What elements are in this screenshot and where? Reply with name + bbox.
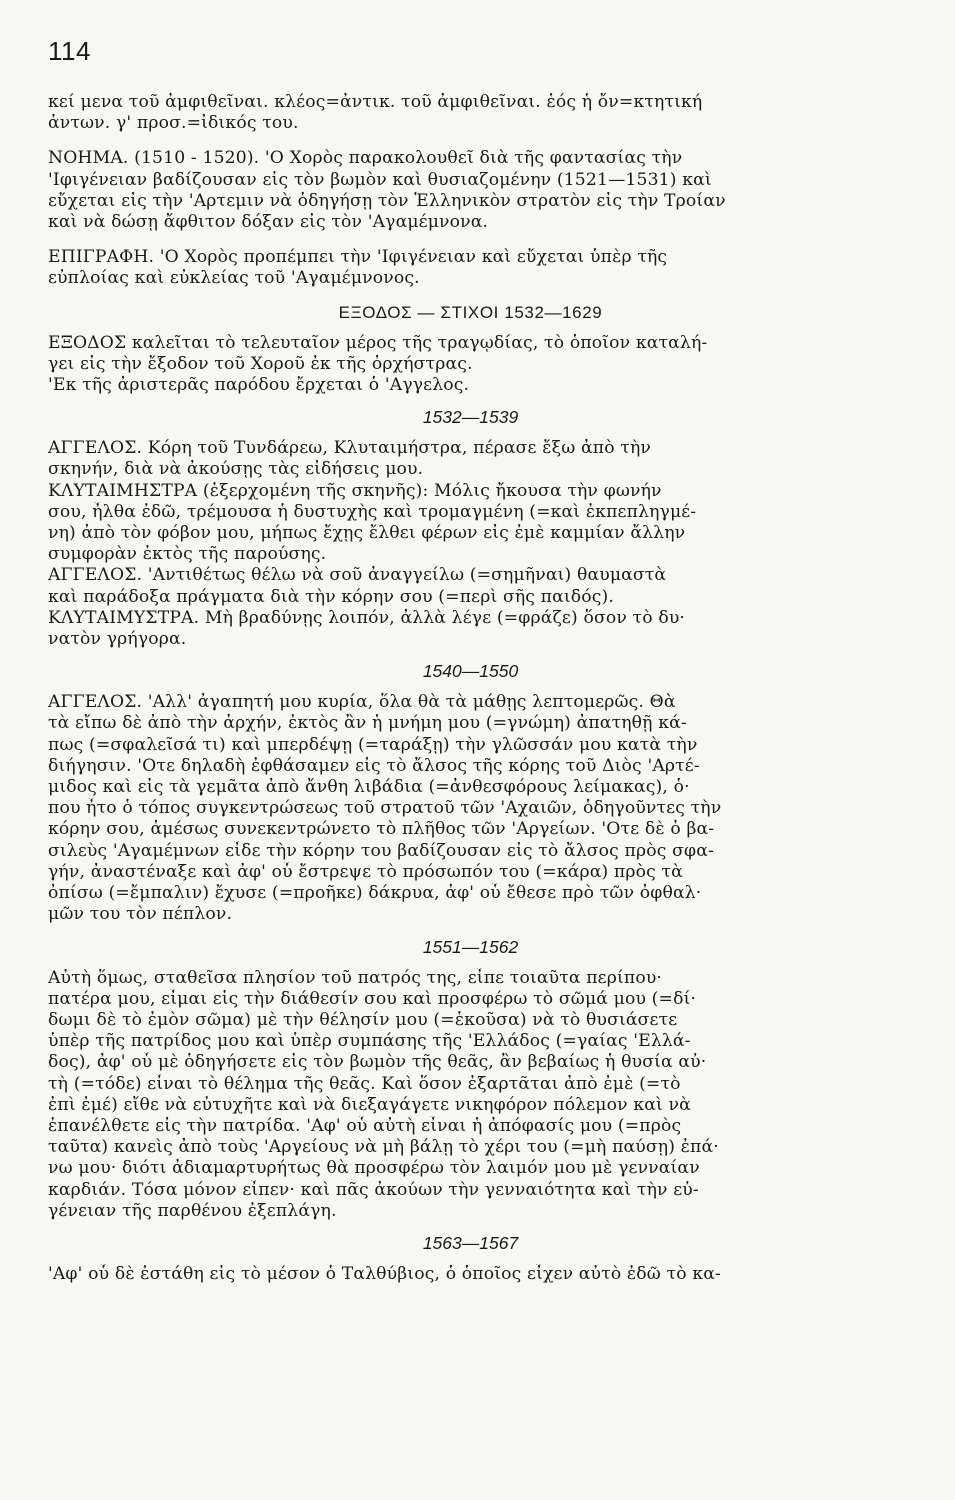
text-line: νω μου· διότι ἀδιαμαρτυρήτως θὰ προσφέρω τὸν λαιμόν μου μὲ γενναίαν bbox=[48, 1158, 700, 1179]
text-line: εὔχεται εἰς τὴν 'Αρτεμιν νὰ ὁδηγήσῃ τὸν Ἑλληνικὸν στρατὸν εἰς τὴν Τροίαν bbox=[48, 190, 726, 211]
page-number: 114 bbox=[48, 36, 91, 66]
text-line: 'Αφ' οὗ δὲ ἐστάθη εἰς τὸ μέσον ὁ Ταλθύβιος, ὁ ὁποῖος εἶχεν αὐτὸ ἐδῶ τὸ κα- bbox=[48, 1263, 721, 1284]
text-line: γει εἰς τὴν ἔξοδον τοῦ Χοροῦ ἐκ τῆς ὀρχήστρας. bbox=[48, 353, 473, 374]
verse-range-heading: 1563—1567 bbox=[422, 1232, 519, 1253]
text-line: ΑΓΓΕΛΟΣ. Κόρη τοῦ Τυνδάρεω, Κλυταιμήστρα, πέρασε ἔξω ἀπὸ τὴν bbox=[48, 438, 652, 459]
text-line: ἀντων. γ' προσ.=ἰδικός του. bbox=[48, 113, 299, 134]
text-line: εὐπλοίας καὶ εὐκλείας τοῦ 'Αγαμέμνονος. bbox=[48, 268, 420, 289]
text-line: καὶ παράδοξα πράγματα διὰ τὴν κόρην σου (=περὶ σῆς παιδός). bbox=[48, 586, 615, 607]
text-line: σου, ἦλθα ἐδῶ, τρέμουσα ἡ δυστυχὴς καὶ τρομαγμένη (=καὶ ἐκπεπληγμέ- bbox=[48, 501, 697, 522]
paragraph bbox=[48, 247, 893, 289]
text-line: δωμι δὲ τὸ ἐμὸν σῶμα) μὲ τὴν θέλησίν μου (=ἑκοῦσα) νὰ τὸ θυσιάσετε bbox=[48, 1009, 678, 1030]
verse-range-heading: 1551—1562 bbox=[422, 936, 519, 957]
text-line: καρδιάν. Τόσα μόνον εἶπεν· καὶ πᾶς ἀκούων τὴν γενναιότητα καὶ τὴν εὐ- bbox=[48, 1179, 699, 1200]
text-line: ὑπὲρ τῆς πατρίδος μου καὶ ὑπὲρ συμπάσης τῆς 'Ελλάδος (=γαίας 'Ελλά- bbox=[48, 1031, 691, 1052]
paragraph bbox=[48, 968, 893, 1222]
text-line: νη) ἀπὸ τὸν φόβον μου, μήπως ἔχῃς ἔλθει φέρων εἰς ἐμὲ καμμίαν ἄλλην bbox=[48, 523, 686, 544]
section-heading: ΕΞΟΔΟΣ — ΣΤΙΧΟΙ 1532—1629 bbox=[338, 302, 603, 322]
text-line: ταῦτα) κανεὶς ἀπὸ τοὺς 'Αργείους νὰ μὴ βάλῃ τὸ χέρι του (=μὴ παύσῃ) ἐπά· bbox=[48, 1137, 719, 1158]
text-line: ΚΛΥΤΑΙΜΗΣΤΡΑ (ἐξερχομένη τῆς σκηνῆς): Μόλις ἤκουσα τὴν φωνήν bbox=[48, 480, 662, 501]
text-line: μιδος καὶ εἰς τὰ γεμᾶτα ἀπὸ ἄνθη λιβάδια (=ἀνθεσφόρους λείμακας), ὁ· bbox=[48, 777, 690, 798]
text-line: σιλεὺς 'Αγαμέμνων εἶδε τὴν κόρην του βαδίζουσαν εἰς τὸ ἄλσος πρὸς σφα- bbox=[48, 840, 714, 861]
text-line: σκηνήν, διὰ νὰ ἀκούσῃς τὰς εἰδήσεις μου. bbox=[48, 459, 424, 480]
text-line: 'Εκ τῆς ἀριστερᾶς παρόδου ἔρχεται ὁ 'Αγγελος. bbox=[48, 375, 470, 396]
page-content bbox=[48, 92, 893, 1285]
text-line: πατέρα μου, εἶμαι εἰς τὴν διάθεσίν σου καὶ προσφέρω τὸ σῶμά μου (=δί· bbox=[48, 988, 697, 1009]
verse-range-heading: 1540—1550 bbox=[422, 661, 519, 682]
text-line: ΕΠΙΓΡΑΦΗ. 'Ο Χορὸς προπέμπει τὴν 'Ιφιγένειαν καὶ εὔχεται ὑπὲρ τῆς bbox=[48, 247, 668, 268]
text-line: ἐπὶ ἐμέ) εἴθε νὰ εὐτυχῆτε καὶ νὰ διεξαγάγετε νικηφόρον πόλεμον καὶ νὰ bbox=[48, 1094, 691, 1115]
verse-range-heading: 1532—1539 bbox=[422, 407, 519, 428]
text-line: πως (=σφαλεῖσά τι) καὶ μπερδέψῃ (=ταράξῃ) τὴν γλῶσσάν μου κατὰ τὴν bbox=[48, 734, 698, 755]
text-line: ΑΓΓΕΛΟΣ. 'Αλλ' ἀγαπητή μου κυρία, ὅλα θὰ τὰ μάθῃς λεπτομερῶς. Θὰ bbox=[48, 692, 676, 713]
text-line: γένειαν τῆς παρθένου ἐξεπλάγη. bbox=[48, 1200, 337, 1221]
text-line: διήγησιν. 'Οτε δηλαδὴ ἐφθάσαμεν εἰς τὸ ἄλσος τῆς κόρης τοῦ Διὸς 'Αρτέ- bbox=[48, 755, 700, 776]
text-line: συμφορὰν ἐκτὸς τῆς παρούσης. bbox=[48, 544, 327, 565]
text-line: Αὐτὴ ὅμως, σταθεῖσα πλησίον τοῦ πατρός της, εἶπε τοιαῦτα περίπου· bbox=[48, 967, 663, 988]
text-line: μῶν του τὸν πέπλον. bbox=[48, 904, 233, 925]
text-line: ΝΟΗΜΑ. (1510 - 1520). 'Ο Χορὸς παρακολουθεῖ διὰ τῆς φαντασίας τὴν bbox=[48, 148, 683, 169]
text-line: κόρην σου, ἀμέσως συνεκεντρώνετο τὸ πλῆθος τῶν 'Αργείων. 'Οτε δὲ ὁ βα- bbox=[48, 819, 715, 840]
text-line: ΕΞΟΔΟΣ καλεῖται τὸ τελευταῖον μέρος τῆς τραγῳδίας, τὸ ὁποῖον καταλή- bbox=[48, 332, 708, 353]
text-line: κεί μενα τοῦ ἀμφιθεῖναι. κλέος=ἀντικ. τοῦ ἀμφιθεῖναι. ἑός ἡ ὄν=κτητική bbox=[48, 92, 703, 112]
text-line: που ἦτο ὁ τόπος συγκεντρώσεως τοῦ στρατοῦ τῶν 'Αχαιῶν, ὁδηγοῦντες τὴν bbox=[48, 798, 722, 819]
paragraph bbox=[48, 438, 893, 650]
text-line: καὶ νὰ δώσῃ ἄφθιτον δόξαν εἰς τὸν 'Αγαμέμνονα. bbox=[48, 212, 489, 233]
paragraph bbox=[48, 148, 893, 233]
paragraph bbox=[48, 692, 893, 925]
paragraph bbox=[48, 92, 893, 134]
text-line: τὰ εἴπω δὲ ἀπὸ τὴν ἀρχήν, ἐκτὸς ἂν ἡ μνήμη μου (=γνώμη) ἀπατηθῇ κά- bbox=[48, 713, 687, 734]
paragraph bbox=[48, 1264, 893, 1285]
text-line: τὴ (=τόδε) εἶναι τὸ θέλημα τῆς θεᾶς. Καὶ ὅσον ἐξαρτᾶται ἀπὸ ἐμὲ (=τὸ bbox=[48, 1073, 681, 1094]
text-line: γήν, ἀναστέναξε καὶ ἀφ' οὗ ἔστρεψε τὸ πρόσωπόν του (=κάρα) πρὸς τὰ bbox=[48, 861, 683, 882]
text-line: ἐπανέλθετε εἰς τὴν πατρίδα. 'Αφ' οὗ αὐτὴ εἶναι ἡ ἀπόφασίς μου (=πρὸς bbox=[48, 1115, 682, 1136]
text-line: 'Ιφιγένειαν βαδίζουσαν εἰς τὸν βωμὸν καὶ θυσιαζομένην (1521—1531) καὶ bbox=[48, 169, 712, 190]
text-line: νατὸν γρήγορα. bbox=[48, 629, 187, 650]
text-line: δος), ἀφ' οὗ μὲ ὁδηγήσετε εἰς τὸν βωμὸν τῆς θεᾶς, ἂν βεβαίως ἡ θυσία αὐ· bbox=[48, 1052, 707, 1073]
paragraph bbox=[48, 333, 893, 397]
text-line: ΑΓΓΕΛΟΣ. 'Αντιθέτως θέλω νὰ σοῦ ἀναγγείλω (=σημῆναι) θαυμαστὰ bbox=[48, 565, 667, 586]
text-line: ὀπίσω (=ἔμπαλιν) ἔχυσε (=προῆκε) δάκρυα, ἀφ' οὗ ἔθεσε πρὸ τῶν ὀφθαλ· bbox=[48, 883, 702, 904]
text-line: ΚΛΥΤΑΙΜΥΣΤΡΑ. Μὴ βραδύνῃς λοιπόν, ἀλλὰ λέγε (=φράζε) ὅσον τὸ δυ· bbox=[48, 607, 686, 628]
